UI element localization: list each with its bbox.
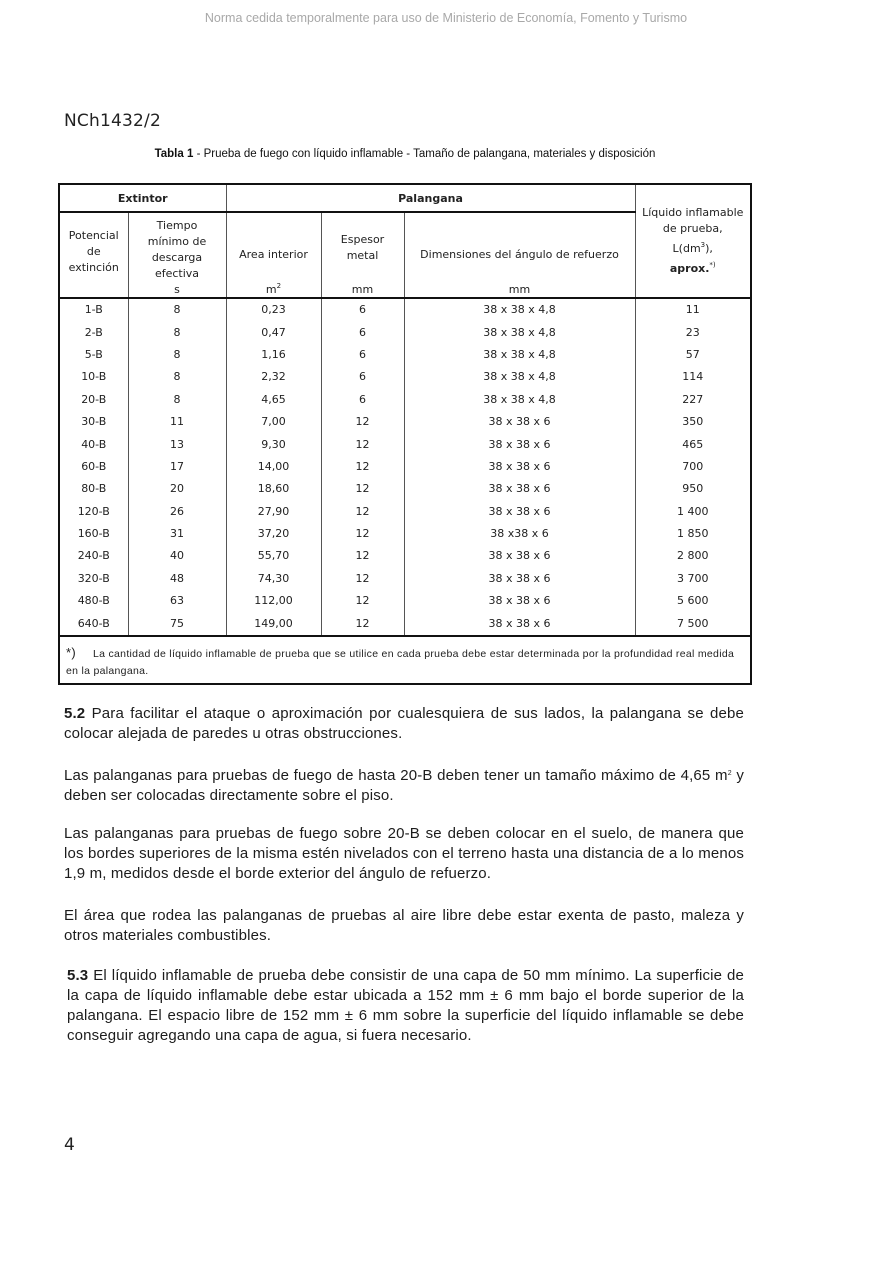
potencial-cell: 640-B (59, 612, 128, 635)
liquido-cell: 227 (635, 389, 751, 411)
section-number-5-2: 5.2 (64, 705, 86, 722)
area-cell: 9,30 (226, 433, 321, 455)
superscript: 2 (727, 770, 732, 777)
paragraph-max-size (64, 764, 744, 806)
espesor-cell: 12 (321, 545, 404, 567)
table-row (59, 298, 751, 321)
liquido-cell: 23 (635, 321, 751, 343)
header-extintor (59, 184, 226, 212)
espesor-cell: 12 (321, 433, 404, 455)
table-row (59, 545, 751, 567)
table-row (59, 344, 751, 366)
tiempo-cell: 13 (128, 433, 226, 455)
paragraph-5-3-text: El líquido inflamable de prueba debe consistir de una capa de 50 mm mínimo. La superficie de la capa de líquido inflamable debe estar ubicada a 152 mm ± 6 mm bajo el borde superior de la palangana. El espacio libre de 152 mm ± 6 mm sobre la superficie del líquido inflamable se debe conseguir agregando una capa de agua, si fuera necesario. (67, 967, 744, 1044)
potencial-cell: 120-B (59, 501, 128, 523)
area-cell: 74,30 (226, 568, 321, 590)
espesor-cell: 12 (321, 590, 404, 612)
liquido-cell: 950 (635, 478, 751, 500)
document-code: NCh1432/2 (64, 111, 161, 131)
paragraph-5-2-text: Para facilitar el ataque o aproximación por cualesquiera de sus lados, la palangana se debe colocar alejada de paredes u otras obstrucciones. (64, 705, 744, 742)
dimensiones-cell: 38 x 38 x 6 (404, 478, 635, 500)
tiempo-cell: 8 (128, 344, 226, 366)
liquido-cell: 465 (635, 433, 751, 455)
header-palangana (226, 184, 635, 212)
tiempo-cell: 8 (128, 366, 226, 388)
area-cell: 37,20 (226, 523, 321, 545)
header-tiempo (128, 212, 226, 298)
espesor-cell: 6 (321, 321, 404, 343)
liquido-cell: 350 (635, 411, 751, 433)
area-cell: 0,23 (226, 298, 321, 321)
potencial-cell: 160-B (59, 523, 128, 545)
area-cell: 4,65 (226, 389, 321, 411)
page-number: 4 (64, 1135, 75, 1155)
paragraph-ground-level: Las palanganas para pruebas de fuego sobre 20-B se deben colocar en el suelo, de manera que los bordes superiores de la misma estén nivelados con el terreno hasta una distancia de a lo menos 1,9 m, medidos desde el borde exterior del ángulo de refuerzo. (64, 825, 744, 882)
dimensiones-cell: 38 x 38 x 6 (404, 612, 635, 635)
area-cell: 149,00 (226, 612, 321, 635)
dimensiones-cell: 38 x 38 x 4,8 (404, 298, 635, 321)
section-number-5-3: 5.3 (67, 967, 89, 984)
header-liquido (635, 184, 751, 298)
potencial-cell: 10-B (59, 366, 128, 388)
area-cell: 27,90 (226, 501, 321, 523)
potencial-cell: 30-B (59, 411, 128, 433)
liquido-cell: 11 (635, 298, 751, 321)
table-row (59, 568, 751, 590)
header-area-unit (227, 282, 321, 296)
tiempo-cell: 63 (128, 590, 226, 612)
tiempo-cell: 26 (128, 501, 226, 523)
header-potencial (59, 212, 128, 298)
table-caption-part2: Tamaño de palangana, materiales y disposición (413, 148, 656, 160)
table-row (59, 456, 751, 478)
liquido-cell: 5 600 (635, 590, 751, 612)
header-extintor-label: Extintor (117, 191, 168, 205)
table-row (59, 321, 751, 343)
table-caption-part1: Prueba de fuego con líquido inflamable (203, 148, 404, 160)
liquido-cell: 3 700 (635, 568, 751, 590)
table-row (59, 411, 751, 433)
espesor-cell: 6 (321, 366, 404, 388)
header-dimensiones-unit: mm (508, 283, 531, 296)
liquido-cell: 700 (635, 456, 751, 478)
header-potencial-label: Potencial de extinción (68, 228, 119, 274)
liquido-cell: 1 400 (635, 501, 751, 523)
table-caption-label: Tabla 1 (154, 148, 194, 160)
table-row (59, 389, 751, 411)
header-tiempo-label: Tiempo mínimo de descarga efectiva (147, 218, 207, 280)
header-dimensiones-label: Dimensiones del ángulo de refuerzo (420, 248, 619, 261)
dimensiones-cell: 38 x 38 x 4,8 (404, 366, 635, 388)
liquido-cell: 114 (635, 366, 751, 388)
tiempo-cell: 8 (128, 389, 226, 411)
liquido-cell: 1 850 (635, 523, 751, 545)
table-row (59, 433, 751, 455)
liquido-cell: 2 800 (635, 545, 751, 567)
area-cell: 1,16 (226, 344, 321, 366)
tiempo-cell: 31 (128, 523, 226, 545)
paragraph-surrounding-area: El área que rodea las palanganas de pruebas al aire libre debe estar exenta de pasto, maleza y otros materiales combustibles. (64, 907, 744, 944)
liquido-sup: 3 (700, 241, 706, 249)
dimensiones-cell: 38 x 38 x 6 (404, 568, 635, 590)
liquido-cell: 7 500 (635, 612, 751, 635)
footnote-mark: *) (66, 644, 76, 660)
table-row (59, 590, 751, 612)
dimensiones-cell: 38 x 38 x 6 (404, 456, 635, 478)
potencial-cell: 60-B (59, 456, 128, 478)
table-row (59, 523, 751, 545)
table-row (59, 501, 751, 523)
dimensiones-cell: 38 x 38 x 4,8 (404, 389, 635, 411)
espesor-cell: 12 (321, 501, 404, 523)
header-area (226, 212, 321, 298)
area-cell: 0,47 (226, 321, 321, 343)
potencial-cell: 80-B (59, 478, 128, 500)
dimensiones-cell: 38 x 38 x 6 (404, 501, 635, 523)
potencial-cell: 1-B (59, 298, 128, 321)
area-cell: 18,60 (226, 478, 321, 500)
area-cell: 112,00 (226, 590, 321, 612)
table-body (59, 298, 751, 636)
header-area-label: Area interior (239, 248, 308, 261)
area-cell: 55,70 (226, 545, 321, 567)
header-tiempo-unit: s (174, 283, 180, 296)
area-cell: 14,00 (226, 456, 321, 478)
dimensiones-cell: 38 x 38 x 6 (404, 590, 635, 612)
table-row (59, 612, 751, 635)
header-palangana-label: Palangana (398, 191, 463, 205)
table-row (59, 366, 751, 388)
header-group-row (59, 184, 751, 212)
dimensiones-cell: 38 x 38 x 6 (404, 433, 635, 455)
espesor-cell: 12 (321, 612, 404, 635)
tiempo-cell: 40 (128, 545, 226, 567)
dimensiones-cell: 38 x 38 x 6 (404, 411, 635, 433)
area-unit-text: m (265, 283, 277, 296)
table-row (59, 478, 751, 500)
espesor-cell: 6 (321, 298, 404, 321)
caption-separator: - (403, 148, 414, 160)
potencial-cell: 5-B (59, 344, 128, 366)
paragraph-5-2 (64, 704, 744, 744)
espesor-cell: 12 (321, 456, 404, 478)
espesor-cell: 12 (321, 478, 404, 500)
potencial-cell: 240-B (59, 545, 128, 567)
potencial-cell: 20-B (59, 389, 128, 411)
tiempo-cell: 17 (128, 456, 226, 478)
espesor-cell: 6 (321, 344, 404, 366)
header-dimensiones (404, 212, 635, 298)
potencial-cell: 40-B (59, 433, 128, 455)
tiempo-cell: 8 (128, 321, 226, 343)
paragraph-max-size-text: Las palanganas para pruebas de fuego de hasta 20-B deben tener un tamaño máximo de 4,65 m (64, 767, 728, 784)
table-footnote (59, 636, 751, 684)
footnote-text: La cantidad de líquido inflamable de prueba que se utilice en cada prueba debe estar determinada por la profundidad real medida en la palangana. (66, 647, 735, 677)
paragraph-max-size-text-end: y deben ser colocadas directamente sobre el piso. (64, 767, 745, 804)
tiempo-cell: 20 (128, 478, 226, 500)
caption-separator: - (193, 148, 204, 160)
header-liquido-label (636, 205, 751, 277)
area-cell: 7,00 (226, 411, 321, 433)
fire-test-table (58, 183, 752, 685)
liquido-text: Líquido inflamable de prueba, L(dm (642, 206, 744, 255)
header-espesor-unit: mm (351, 283, 374, 296)
tiempo-cell: 48 (128, 568, 226, 590)
dimensiones-cell: 38 x 38 x 4,8 (404, 344, 635, 366)
dimensiones-cell: 38 x 38 x 4,8 (404, 321, 635, 343)
table-footnote-row (59, 636, 751, 684)
tiempo-cell: 8 (128, 298, 226, 321)
header-espesor (321, 212, 404, 298)
espesor-cell: 12 (321, 411, 404, 433)
liquido-aprox: aprox. (669, 262, 710, 275)
area-unit-sup: 2 (276, 282, 282, 290)
area-cell: 2,32 (226, 366, 321, 388)
potencial-cell: 2-B (59, 321, 128, 343)
watermark: Norma cedida temporalmente para uso de Ministerio de Economía, Fomento y Turismo (204, 11, 688, 25)
tiempo-cell: 75 (128, 612, 226, 635)
espesor-cell: 12 (321, 568, 404, 590)
espesor-cell: 6 (321, 389, 404, 411)
tiempo-cell: 11 (128, 411, 226, 433)
dimensiones-cell: 38 x 38 x 6 (404, 545, 635, 567)
table-caption (0, 148, 810, 160)
liquido-cell: 57 (635, 344, 751, 366)
dimensiones-cell: 38 x38 x 6 (404, 523, 635, 545)
paragraph-5-3 (64, 966, 744, 1046)
potencial-cell: 480-B (59, 590, 128, 612)
potencial-cell: 320-B (59, 568, 128, 590)
espesor-cell: 12 (321, 523, 404, 545)
liquido-end: ), (705, 242, 713, 255)
liquido-note-ref: *) (709, 261, 716, 269)
header-espesor-label: Espesor metal (340, 233, 385, 263)
